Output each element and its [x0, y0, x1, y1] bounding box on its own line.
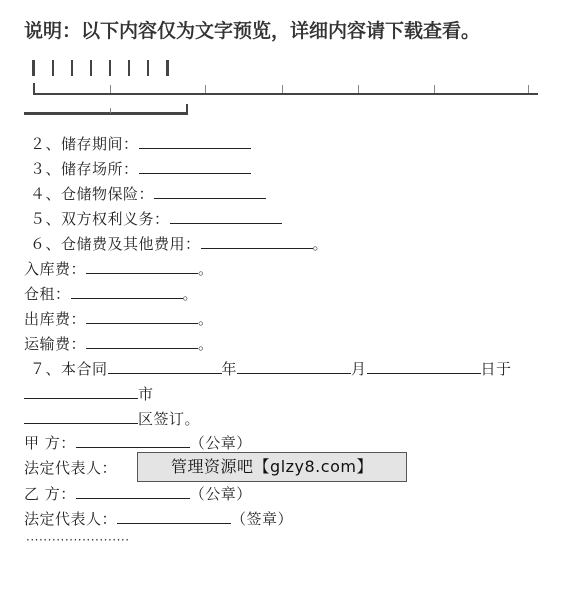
- rep-b-line: [24, 509, 293, 529]
- ruler-tick: [528, 85, 529, 93]
- in-fee-blank[interactable]: [86, 259, 198, 274]
- insurance-line: [30, 184, 266, 204]
- rep-a-label: 法定代表人：: [24, 459, 118, 477]
- transport-fee-blank[interactable]: [86, 334, 198, 349]
- rent-label: 仓租：: [24, 285, 71, 303]
- ruler-tick: [282, 85, 283, 93]
- short-ruler: [24, 112, 188, 115]
- month-label: 月: [351, 360, 367, 378]
- horizontal-ruler: [33, 93, 538, 95]
- party-b-label: 乙 方：: [24, 485, 76, 503]
- storage-place-line: [30, 159, 251, 179]
- ruler-tick: [110, 85, 111, 93]
- ruler-tick: [358, 85, 359, 93]
- out-fee-suffix: 。: [198, 310, 214, 328]
- party-a-label: 甲 方：: [24, 434, 76, 452]
- storage-place-blank[interactable]: [139, 159, 251, 174]
- short-ruler-cap: [186, 104, 188, 115]
- ruler-tick: [434, 85, 435, 93]
- party-b-suffix: （公章）: [189, 485, 252, 503]
- party-b-line: [24, 484, 252, 504]
- ruler-mark: [71, 60, 73, 76]
- day-blank[interactable]: [367, 359, 481, 374]
- storage-period-label: ２、储存期间：: [30, 135, 139, 153]
- contract-date-line: [30, 359, 512, 379]
- rights-blank[interactable]: [170, 209, 282, 224]
- district-line: [24, 409, 200, 429]
- ruler-mark: [128, 60, 130, 76]
- out-fee-line: [24, 309, 214, 329]
- rep-b-suffix: （签章）: [231, 510, 294, 528]
- rent-suffix: 。: [182, 285, 199, 303]
- insurance-label: ４、仓储物保险：: [30, 185, 155, 203]
- storage-place-label: ３、储存场所：: [30, 160, 139, 178]
- fees-label: ６、仓储费及其他费用：: [30, 235, 201, 253]
- city-line: [24, 384, 154, 404]
- insurance-blank[interactable]: [154, 184, 266, 199]
- transport-fee-line: [24, 334, 214, 354]
- preview-notice: 说明：以下内容仅为文字预览，详细内容请下载查看。: [24, 20, 481, 42]
- ruler-mark: [109, 60, 111, 76]
- rep-b-label: 法定代表人：: [24, 510, 118, 528]
- month-blank[interactable]: [237, 359, 351, 374]
- city-suffix: 市: [138, 385, 154, 403]
- fees-blank[interactable]: [201, 234, 313, 249]
- ruler-mark: [32, 60, 35, 76]
- party-a-blank[interactable]: [76, 433, 190, 448]
- watermark-banner: 管理资源吧【glzy8.com】: [137, 452, 407, 482]
- transport-fee-label: 运输费：: [24, 335, 87, 353]
- day-label: 日于: [480, 360, 512, 378]
- district-suffix: 区签订。: [138, 410, 201, 428]
- party-b-blank[interactable]: [76, 484, 190, 499]
- short-ruler-tick: [110, 108, 111, 113]
- city-blank[interactable]: [24, 384, 138, 399]
- party-a-line: [24, 433, 252, 453]
- year-blank[interactable]: [108, 359, 222, 374]
- party-a-suffix: （公章）: [189, 434, 252, 452]
- in-fee-suffix: 。: [198, 260, 214, 278]
- fees-line: [30, 234, 328, 254]
- year-label: 年: [221, 360, 238, 378]
- ruler-mark: [147, 60, 149, 76]
- in-fee-line: [24, 259, 214, 279]
- rights-line: [30, 209, 282, 229]
- rent-blank[interactable]: [71, 284, 183, 299]
- ruler-mark: [90, 60, 92, 76]
- ruler-mark: [166, 60, 169, 76]
- rep-a-line: [24, 458, 117, 478]
- ruler-marks: [32, 58, 172, 78]
- district-blank[interactable]: [24, 409, 138, 424]
- contract-label: ７、本合同: [30, 360, 108, 378]
- ellipsis: ························: [26, 533, 130, 547]
- transport-fee-suffix: 。: [198, 335, 214, 353]
- ruler-mark: [52, 60, 54, 76]
- in-fee-label: 入库费：: [24, 260, 87, 278]
- rights-label: ５、双方权利义务：: [30, 210, 170, 228]
- ruler-tick: [205, 85, 206, 93]
- storage-period-line: [30, 134, 251, 154]
- storage-period-blank[interactable]: [139, 134, 251, 149]
- rent-line: [24, 284, 198, 304]
- out-fee-blank[interactable]: [86, 309, 198, 324]
- fees-suffix: 。: [312, 235, 329, 253]
- out-fee-label: 出库费：: [24, 310, 87, 328]
- rep-b-blank[interactable]: [117, 509, 231, 524]
